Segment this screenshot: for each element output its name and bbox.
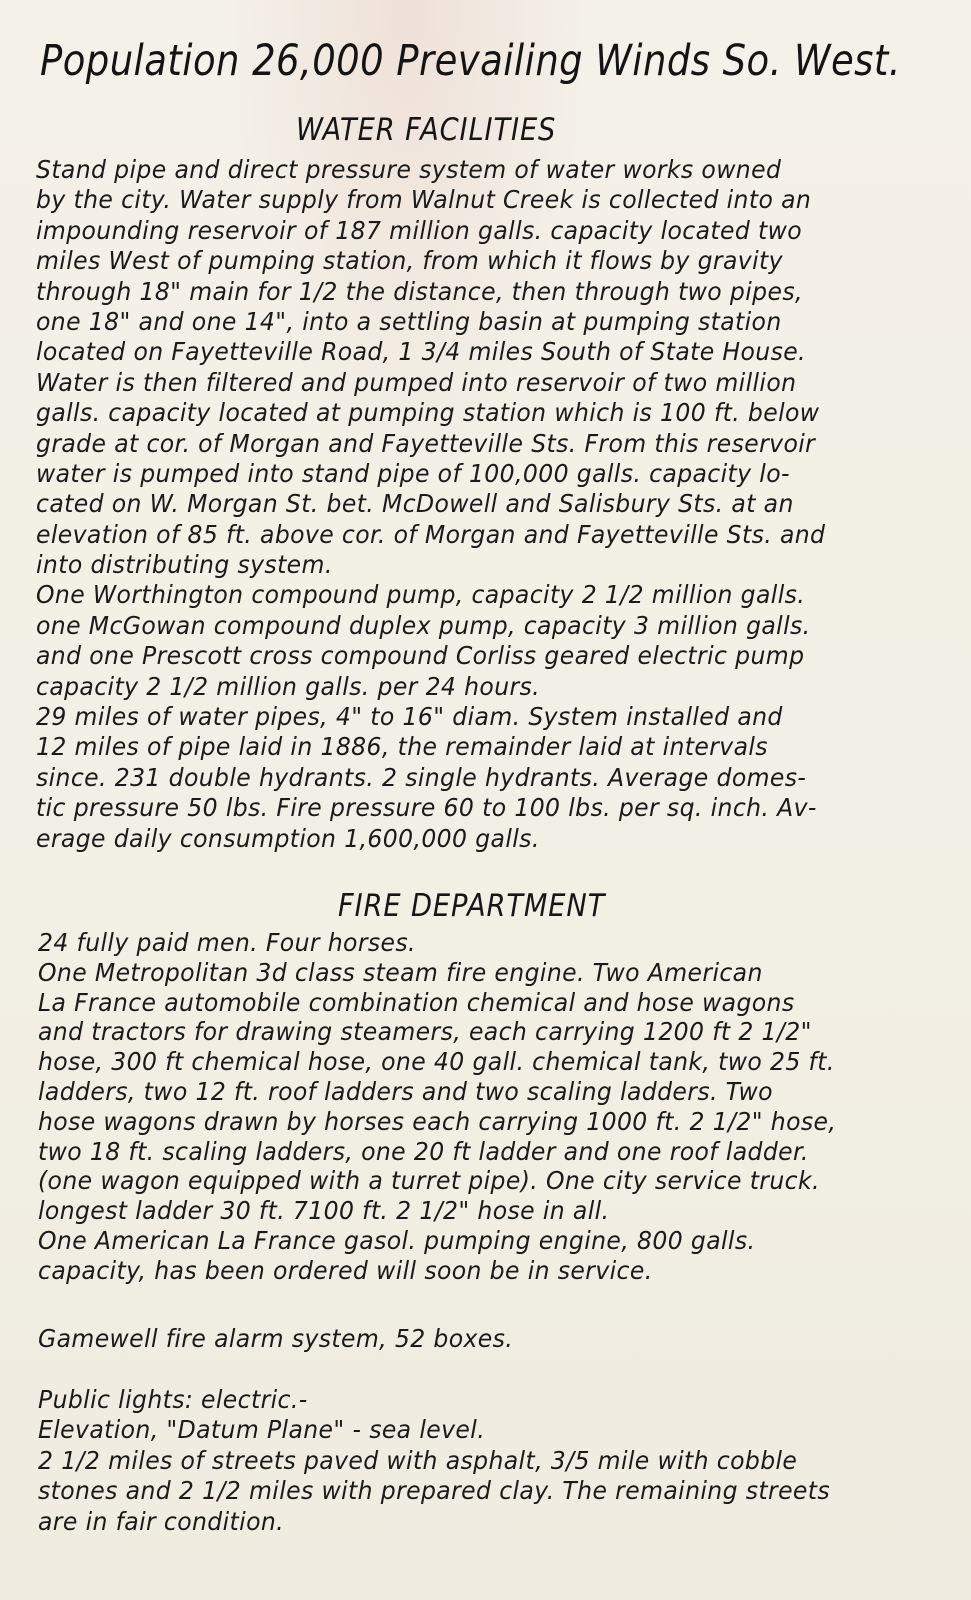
text-line: [38, 1355, 830, 1385]
text-line: 29 miles of water pipes, 4" to 16" diam. System installed and: [36, 702, 783, 732]
water-facilities-text: [36, 155, 858, 854]
text-line: 12 miles of pipe laid in 1886, the remainder laid at intervals: [36, 732, 768, 762]
text-line: Water is then filtered and pumped into reservoir of two million: [36, 367, 797, 397]
text-line: galls. capacity located at pumping station which is 100 ft. below: [36, 398, 820, 428]
text-line: elevation of 85 ft. above cor. of Morgan and Fayetteville Sts. and: [36, 519, 826, 549]
text-line: tic pressure 50 lbs. Fire pressure 60 to 100 lbs. per sq. inch. Av-: [36, 793, 817, 823]
text-line: Elevation, "Datum Plane" - sea level.: [38, 1415, 486, 1444]
text-line: hose, 300 ft chemical hose, one 40 gall. chemical tank, two 25 ft.: [38, 1047, 835, 1077]
text-line: two 18 ft. scaling ladders, one 20 ft ladder and one roof ladder.: [38, 1136, 809, 1166]
text-line: Public lights: electric.-: [38, 1384, 308, 1414]
text-line: capacity, has been ordered will soon be in service.: [38, 1255, 653, 1285]
text-line: One Metropolitan 3d class steam fire engine. Two American: [38, 957, 763, 987]
text-line: impounding reservoir of 187 million galls. capacity located two: [36, 215, 803, 245]
text-line: La France automobile combination chemical and hose wagons: [38, 987, 795, 1017]
text-line: into distributing system.: [36, 550, 333, 580]
text-line: cated on W. Morgan St. bet. McDowell and Salisbury Sts. at an: [36, 489, 794, 519]
text-line: Stand pipe and direct pressure system of water works owned: [36, 155, 782, 184]
fire-department-text: [38, 928, 869, 1286]
text-line: one 18" and one 14", into a settling basin at pumping station: [36, 306, 782, 336]
text-line: and tractors for drawing steamers, each carrying 1200 ft 2 1/2": [38, 1017, 812, 1047]
text-line: 24 fully paid men. Four horses.: [38, 928, 416, 957]
text-line: 2 1/2 miles of streets paved with asphalt, 3/5 mile with cobble: [38, 1445, 798, 1475]
text-line: and one Prescott cross compound Corliss geared electric pump: [36, 641, 805, 671]
text-line: by the city. Water supply from Walnut Creek is collected into an: [36, 185, 812, 215]
text-line: (one wagon equipped with a turret pipe). One city service truck.: [38, 1166, 820, 1196]
text-line: through 18" main for 1/2 the distance, then through two pipes,: [36, 276, 803, 306]
fire-department-heading: FIRE DEPARTMENT: [338, 888, 606, 924]
text-line: are in fair condition.: [38, 1506, 284, 1536]
text-line: miles West of pumping station, from which it flows by gravity: [36, 246, 783, 276]
page-title: Population 26,000 Prevailing Winds So. West.: [40, 36, 901, 86]
text-line: located on Fayetteville Road, 1 3/4 miles South of State House.: [36, 337, 806, 367]
text-line: grade at cor. of Morgan and Fayetteville Sts. From this reservoir: [36, 428, 816, 458]
text-line: stones and 2 1/2 miles with prepared clay. The remaining streets: [38, 1476, 831, 1505]
misc-facts-text: [38, 1324, 863, 1537]
text-line: ladders, two 12 ft. roof ladders and two scaling ladders. Two: [38, 1076, 773, 1106]
text-line: One Worthington compound pump, capacity 2 1/2 million galls.: [36, 580, 806, 610]
text-line: capacity 2 1/2 million galls. per 24 hours.: [36, 671, 541, 701]
text-line: erage daily consumption 1,600,000 galls.: [36, 823, 540, 853]
water-facilities-heading: WATER FACILITIES: [296, 112, 557, 148]
text-line: hose wagons drawn by horses each carrying 1000 ft. 2 1/2" hose,: [38, 1106, 837, 1136]
text-line: one McGowan compound duplex pump, capacity 3 million galls.: [36, 610, 811, 640]
text-line: longest ladder 30 ft. 7100 ft. 2 1/2" hose in all.: [38, 1196, 610, 1226]
text-line: since. 231 double hydrants. 2 single hydrants. Average domes-: [36, 762, 807, 792]
text-line: water is pumped into stand pipe of 100,000 galls. capacity lo-: [36, 458, 790, 488]
text-line: Gamewell fire alarm system, 52 boxes.: [38, 1324, 514, 1353]
text-line: One American La France gasol. pumping engine, 800 galls.: [38, 1225, 756, 1255]
